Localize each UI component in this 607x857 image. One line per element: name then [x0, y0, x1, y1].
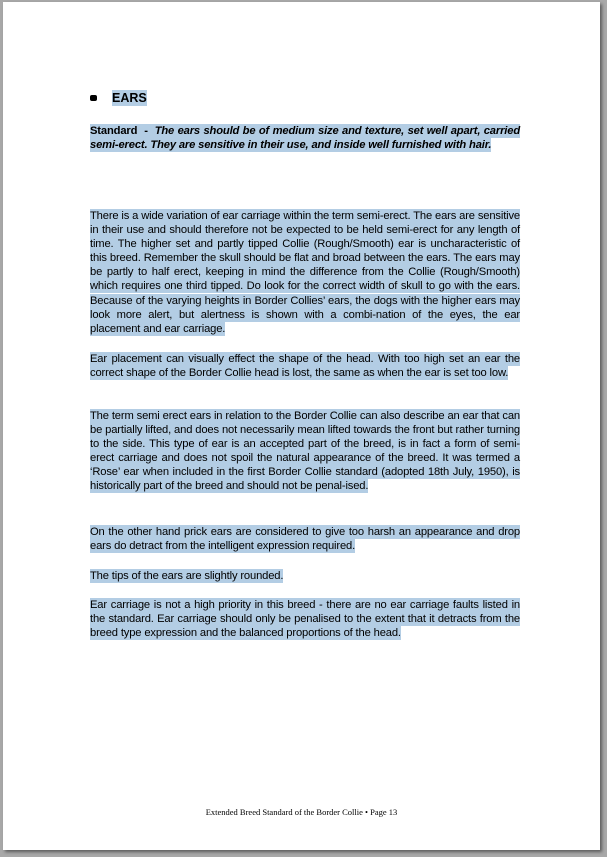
paragraph-6 — [90, 598, 520, 640]
paragraph-text: Ear carriage is not a high priority in this breed - there are no ear carriage faults listed in the standard. Ear carriage should only be penalised to the extent that it detracts from the breed type expression and the balanced proportions of the head. — [90, 599, 520, 640]
document-page — [3, 2, 600, 850]
paragraph-text: On the other hand prick ears are considered to give too harsh an appearance and drop ears do detract from the intelligent expression required. — [90, 526, 520, 553]
paragraph-5 — [90, 569, 520, 583]
bullet-icon — [90, 95, 97, 101]
standard-quote: The ears should be of medium size and texture, set well apart, carried semi-erect. They are sensitive in their use, and inside well furnished with hair. — [90, 125, 521, 152]
paragraph-text: The tips of the ears are slightly rounded. — [90, 570, 284, 582]
paragraph-text: The term semi erect ears in relation to the Border Collie can also describe an ear that can be partially lifted, and does not necessarily mean lifted towards the front but rather turning to the side. This type of ear is an accepted part of the breed, is in fact a form of semi-erect carriage and does not spoil the natural appearance of the breed. It was termed a ‘Rose’ ear when included in the first Border Collie standard (adopted 18th July, 1950), is historically part of the breed and should not be penal-ised. — [90, 410, 520, 493]
standard-highlight — [90, 124, 520, 152]
paragraph-text: There is a wide variation of ear carriage within the term semi-erect. The ears are sensitive in their use and should therefore not be expected to be held semi-erect for any length of time. The higher set and partly tipped Collie (Rough/Smooth) ear is uncharacteristic of this breed. Remember the skull should be flat and broad between the ears. The ears may be partly to half erect, keeping in mind the difference from the Collie (Rough/Smooth) which requires one third tipped. Do look for the correct width of skull to go with the ears. Because of the varying heights in Border Collies’ ears, the dogs with the higher ears may look more alert, but alertness is shown with a combi-nation of the eyes, the ear placement and ear carriage. — [90, 210, 520, 335]
page-footer: Extended Breed Standard of the Border Collie • Page 13 — [205, 807, 398, 817]
paragraph-4 — [90, 525, 520, 553]
standard-label: Standard — [90, 125, 138, 137]
paragraph-2 — [90, 352, 520, 380]
standard-quote-paragraph — [90, 124, 520, 153]
paragraph-text: Ear placement can visually effect the shape of the head. With too high set an ear the correct shape of the Border Collie head is lost, the same as when the ear is set too low. — [90, 353, 520, 380]
paragraph-1 — [90, 209, 520, 336]
paragraph-3 — [90, 409, 520, 494]
heading-text: EARS — [112, 91, 147, 105]
section-heading — [90, 91, 147, 105]
standard-dash: - — [144, 125, 148, 137]
